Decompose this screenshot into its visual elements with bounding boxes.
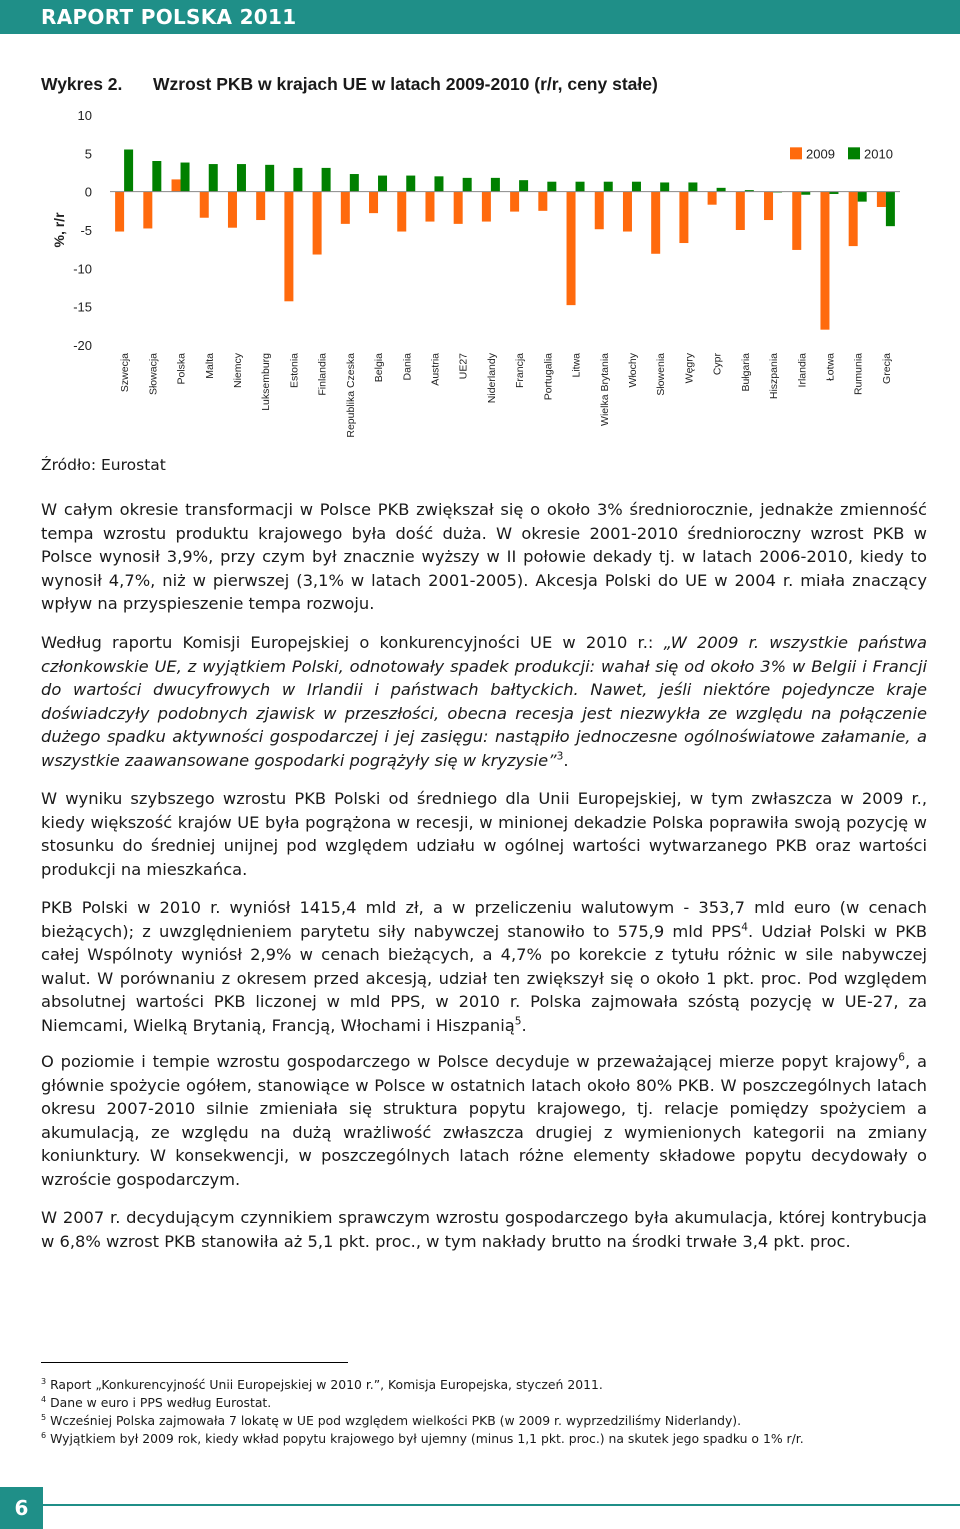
- bar-2010: [858, 192, 867, 202]
- bar-2010: [519, 180, 528, 192]
- bar-2010: [378, 176, 387, 192]
- bar-2009: [679, 192, 688, 243]
- bar-2009: [820, 192, 829, 330]
- category-label: Węgry: [683, 353, 696, 384]
- bar-2009: [482, 192, 491, 222]
- bar-2010: [124, 150, 133, 192]
- bar-2010: [434, 176, 443, 191]
- bar-2010: [322, 168, 331, 192]
- footnote-text: Dane w euro i PPS według Eurostat.: [50, 1395, 272, 1410]
- bar-2009: [172, 179, 181, 191]
- chart-title: Wzrost PKB w krajach UE w latach 2009-2010 (r/r, ceny stałe): [153, 74, 658, 94]
- paragraph-2-intro: Według raportu Komisji Europejskiej o konkurencyjności UE w 2010 r.:: [41, 633, 664, 652]
- category-label: Austria: [429, 353, 442, 386]
- chart-source: Źródło: Eurostat: [41, 456, 166, 474]
- bar-2009: [454, 192, 463, 224]
- bar-2010: [660, 182, 669, 191]
- category-label: Niderlandy: [485, 353, 498, 404]
- page-footer-line: [43, 1504, 960, 1506]
- footnote-text: Wyjątkiem był 2009 rok, kiedy wkład popytu krajowego był ujemny (minus 1,1 pkt. proc.) na skutek jego spadku o 1% r/r.: [50, 1431, 804, 1446]
- bar-2010: [688, 182, 697, 191]
- category-label: Słowacja: [147, 353, 160, 396]
- bar-2009: [200, 192, 209, 218]
- footnote-4: [41, 1394, 804, 1412]
- footnotes: [41, 1376, 804, 1448]
- category-label: Irlandia: [796, 353, 809, 388]
- category-label: Słowenia: [655, 353, 668, 396]
- paragraph-2: [41, 631, 927, 772]
- paragraph-6: [41, 1206, 927, 1253]
- bar-2009: [736, 192, 745, 230]
- category-label: Belgia: [373, 353, 386, 383]
- bar-2009: [877, 192, 886, 207]
- footnote-text: Wcześniej Polska zajmowała 7 lokatę w UE pod względem wielkości PKB (w 2009 r. wyprzedziliśmy Niderlandy).: [50, 1413, 742, 1428]
- bar-2009: [510, 192, 519, 212]
- category-label: Rumunia: [852, 353, 865, 396]
- paragraph-4-part-b: . Udział Polski w PKB całej Wspólnoty wyniósł 2,9% w cenach bieżących, a 4,7% po korekcie z tytułu różnic w sile nabywczej walut. W porównaniu z okresem przed akcesją, udział ten zwiększył się o około 1 pkt. proc. Pod względem absolutnej wartości PKB liczonej w mld PPS, w 2010 r. Polska zajmowała szóstą pozycję w UE-27, za Niemcami, Wielką Brytanią, Francją, Włochami i Hiszpanią: [41, 921, 927, 1035]
- bar-2009: [115, 192, 124, 232]
- bar-2010: [576, 182, 585, 192]
- category-label: Włochy: [626, 353, 639, 388]
- legend-label-2009: 2009: [806, 146, 835, 162]
- footnote-ref-6: 6: [898, 1051, 905, 1064]
- bar-2010: [209, 164, 218, 192]
- category-label: UE27: [457, 353, 470, 380]
- paragraph-6-text: W 2007 r. decydującym czynnikiem sprawczym wzrostu gospodarczego była akumulacja, której kontrybucja w 6,8% wzrost PKB stanowiła aż 5,1 pkt. proc., w tym nakłady brutto na środki trwałe 3,4 pkt. proc.: [41, 1208, 927, 1251]
- footnote-ref-5: 5: [514, 1015, 522, 1028]
- paragraph-2-end: .: [563, 750, 569, 770]
- paragraph-5-part-b: , a głównie spożycie ogółem, stanowiące w Polsce w ostatnich latach około 80% PKB. W poszczególnych latach okresu 2007-2010 silnie zmieniała się struktura popytu krajowego, tj. relacje pomiędzy spożyciem a akumulacją, ze względu na dużą wrażliwość zwłaszcza drugiej z wymienionych kategorii na zmiany koniunktury. W konsekwencji, w poszczególnych latach różne elementy składowe popytu decydowały o wzroście gospodarczym.: [41, 1052, 927, 1189]
- paragraph-1: [41, 498, 927, 616]
- legend-swatch-2010: [848, 147, 860, 159]
- category-label: Niemcy: [231, 353, 244, 389]
- bar-2010: [604, 182, 613, 192]
- category-label: Malta: [203, 353, 216, 379]
- y-tick-label: 0: [84, 184, 92, 200]
- footnote-6: [41, 1430, 804, 1448]
- paragraph-3-text: W wyniku szybszego wzrostu PKB Polski od średniego dla Unii Europejskiej, w tym zwłaszcza w 2009 r., kiedy większość krajów UE była pogrążona w recesji, w minionej dekadzie Polska poprawiła swoją pozycję w stosunku do średniej unijnej pod względem udziału w ogólnej wartości wytwarzanego PKB oraz wartości produkcji na mieszkańca.: [41, 789, 927, 879]
- y-tick-label: 10: [77, 108, 92, 123]
- bar-2009: [256, 192, 265, 220]
- report-header: [0, 0, 960, 34]
- footnote-number: 6: [41, 1430, 47, 1440]
- bar-2010: [350, 174, 359, 192]
- chart-label: Wykres 2.: [41, 74, 123, 94]
- bar-2009: [651, 192, 660, 254]
- bar-2010: [886, 192, 895, 227]
- y-tick-label: 5: [84, 146, 92, 162]
- bar-2009: [425, 192, 434, 222]
- paragraph-4-text: [41, 896, 927, 1037]
- bar-2009: [313, 192, 322, 255]
- bar-2009: [792, 192, 801, 250]
- paragraph-5-text: [41, 1050, 927, 1191]
- bar-2010: [491, 178, 500, 192]
- bar-2009: [341, 192, 350, 224]
- bar-2009: [143, 192, 152, 229]
- category-label: Grecja: [880, 353, 893, 384]
- bar-2010: [265, 165, 274, 192]
- paragraph-1-text: W całym okresie transformacji w Polsce PKB zwiększał się o około 3% średniorocznie, jednakże zmienność tempa wzrostu produktu krajowego była dość duża. W okresie 2001-2010 średnioroczny wzrost PKB w Polsce wynosił 3,9%, przy czym był znacznie wyższy w II połowie dekady tj. w latach 2006-2010, kiedy to wynosił 4,7%, niż w pierwszej (3,1% w latach 2001-2005). Akcesja Polski do UE w 2004 r. miała znaczący wpływ na przyspieszenie tempa rozwoju.: [41, 500, 927, 613]
- category-label: Wielka Brytania: [598, 353, 611, 426]
- category-label: Hiszpania: [768, 353, 781, 400]
- category-label: Cypr: [711, 353, 724, 376]
- bar-2009: [849, 192, 858, 246]
- bar-2010: [152, 161, 161, 192]
- y-axis-label: %, r/r: [51, 212, 67, 248]
- category-label: Litwa: [570, 353, 583, 378]
- bar-2009: [567, 192, 576, 305]
- footnote-number: 5: [41, 1412, 47, 1422]
- legend-label-2010: 2010: [864, 146, 893, 162]
- bar-2009: [623, 192, 632, 232]
- y-tick-label: -15: [73, 299, 92, 315]
- bar-2009: [538, 192, 547, 211]
- footnote-5: [41, 1412, 804, 1430]
- bar-2009: [708, 192, 717, 205]
- paragraph-2-quote: „W 2009 r. wszystkie państwa członkowskie UE, z wyjątkiem Polski, odnotowały spadek produkcji: wahał się od około 3% w Belgii i Francji do wartości dwucyfrowych w Irlandii i państwach bałtyckich. Nawet, jeśli niektóre pojedyncze kraje doświadczyły podobnych zjawisk w przeszłości, obecna recesja jest niezwykła ze względu na połączenie dużego spadku aktywności gospodarczej i jej zasięgu: nastąpiło jednoczesne ogólnoświatowe załamanie, a wszystkie zaawansowane gospodarki pogrążyły się w kryzysie”: [41, 633, 927, 770]
- gdp-growth-chart: [0, 95, 960, 450]
- chart-heading: [41, 74, 658, 95]
- report-title: RAPORT POLSKA 2011: [41, 5, 297, 29]
- footnote-separator: [41, 1362, 348, 1363]
- paragraph-2-text: [41, 631, 927, 772]
- bar-2010: [717, 188, 726, 192]
- category-label: Finlandia: [316, 353, 329, 396]
- bar-2010: [632, 182, 641, 192]
- y-tick-label: -20: [73, 338, 92, 353]
- bar-2010: [547, 182, 556, 192]
- bar-2009: [595, 192, 604, 230]
- category-label: Estonia: [288, 353, 301, 389]
- paragraph-4: [41, 896, 927, 1037]
- footnote-3: [41, 1376, 804, 1394]
- category-label: Francja: [514, 353, 527, 389]
- y-tick-label: -5: [80, 223, 92, 238]
- bar-2010: [181, 163, 190, 192]
- bar-2010: [406, 176, 415, 192]
- category-label: Szwecja: [119, 353, 132, 393]
- paragraph-4-part-a: PKB Polski w 2010 r. wyniósł 1415,4 mld zł, a w przeliczeniu walutowym - 353,7 mld euro (w cenach bieżących); z uwzględnieniem parytetu siły nabywczej stanowiło to 575,9 mld PPS: [41, 898, 927, 941]
- footnote-number: 3: [41, 1376, 47, 1386]
- footnote-number: 4: [41, 1394, 47, 1404]
- category-label: Dania: [401, 353, 414, 381]
- category-label: Republika Czeska: [344, 353, 357, 438]
- category-label: Portugalia: [542, 353, 555, 401]
- bar-2009: [764, 192, 773, 220]
- bar-2009: [369, 192, 378, 213]
- paragraph-4-part-c: .: [521, 1015, 527, 1035]
- bar-2009: [228, 192, 237, 228]
- bar-2009: [284, 192, 293, 302]
- paragraph-5: [41, 1050, 927, 1191]
- category-label: Łotwa: [824, 353, 837, 382]
- legend-swatch-2009: [790, 147, 802, 159]
- category-label: Polska: [175, 353, 188, 385]
- footnote-ref-4: 4: [741, 921, 749, 934]
- y-tick-label: -10: [73, 261, 92, 277]
- footnote-ref-3: 3: [556, 750, 564, 763]
- footnote-text: Raport „Konkurencyjność Unii Europejskiej w 2010 r.”, Komisja Europejska, styczeń 2011.: [50, 1377, 603, 1392]
- page-number: 6: [0, 1487, 43, 1529]
- bar-2009: [397, 192, 406, 232]
- paragraph-3: [41, 787, 927, 881]
- bar-2010: [463, 178, 472, 192]
- paragraph-5-part-a: O poziomie i tempie wzrostu gospodarczego w Polsce decyduje w przeważającej mierze popyt krajowy: [41, 1052, 899, 1071]
- bar-2010: [237, 164, 246, 192]
- bar-2010: [293, 168, 302, 192]
- category-label: Bułgaria: [739, 353, 752, 392]
- category-label: Luksemburg: [260, 353, 273, 411]
